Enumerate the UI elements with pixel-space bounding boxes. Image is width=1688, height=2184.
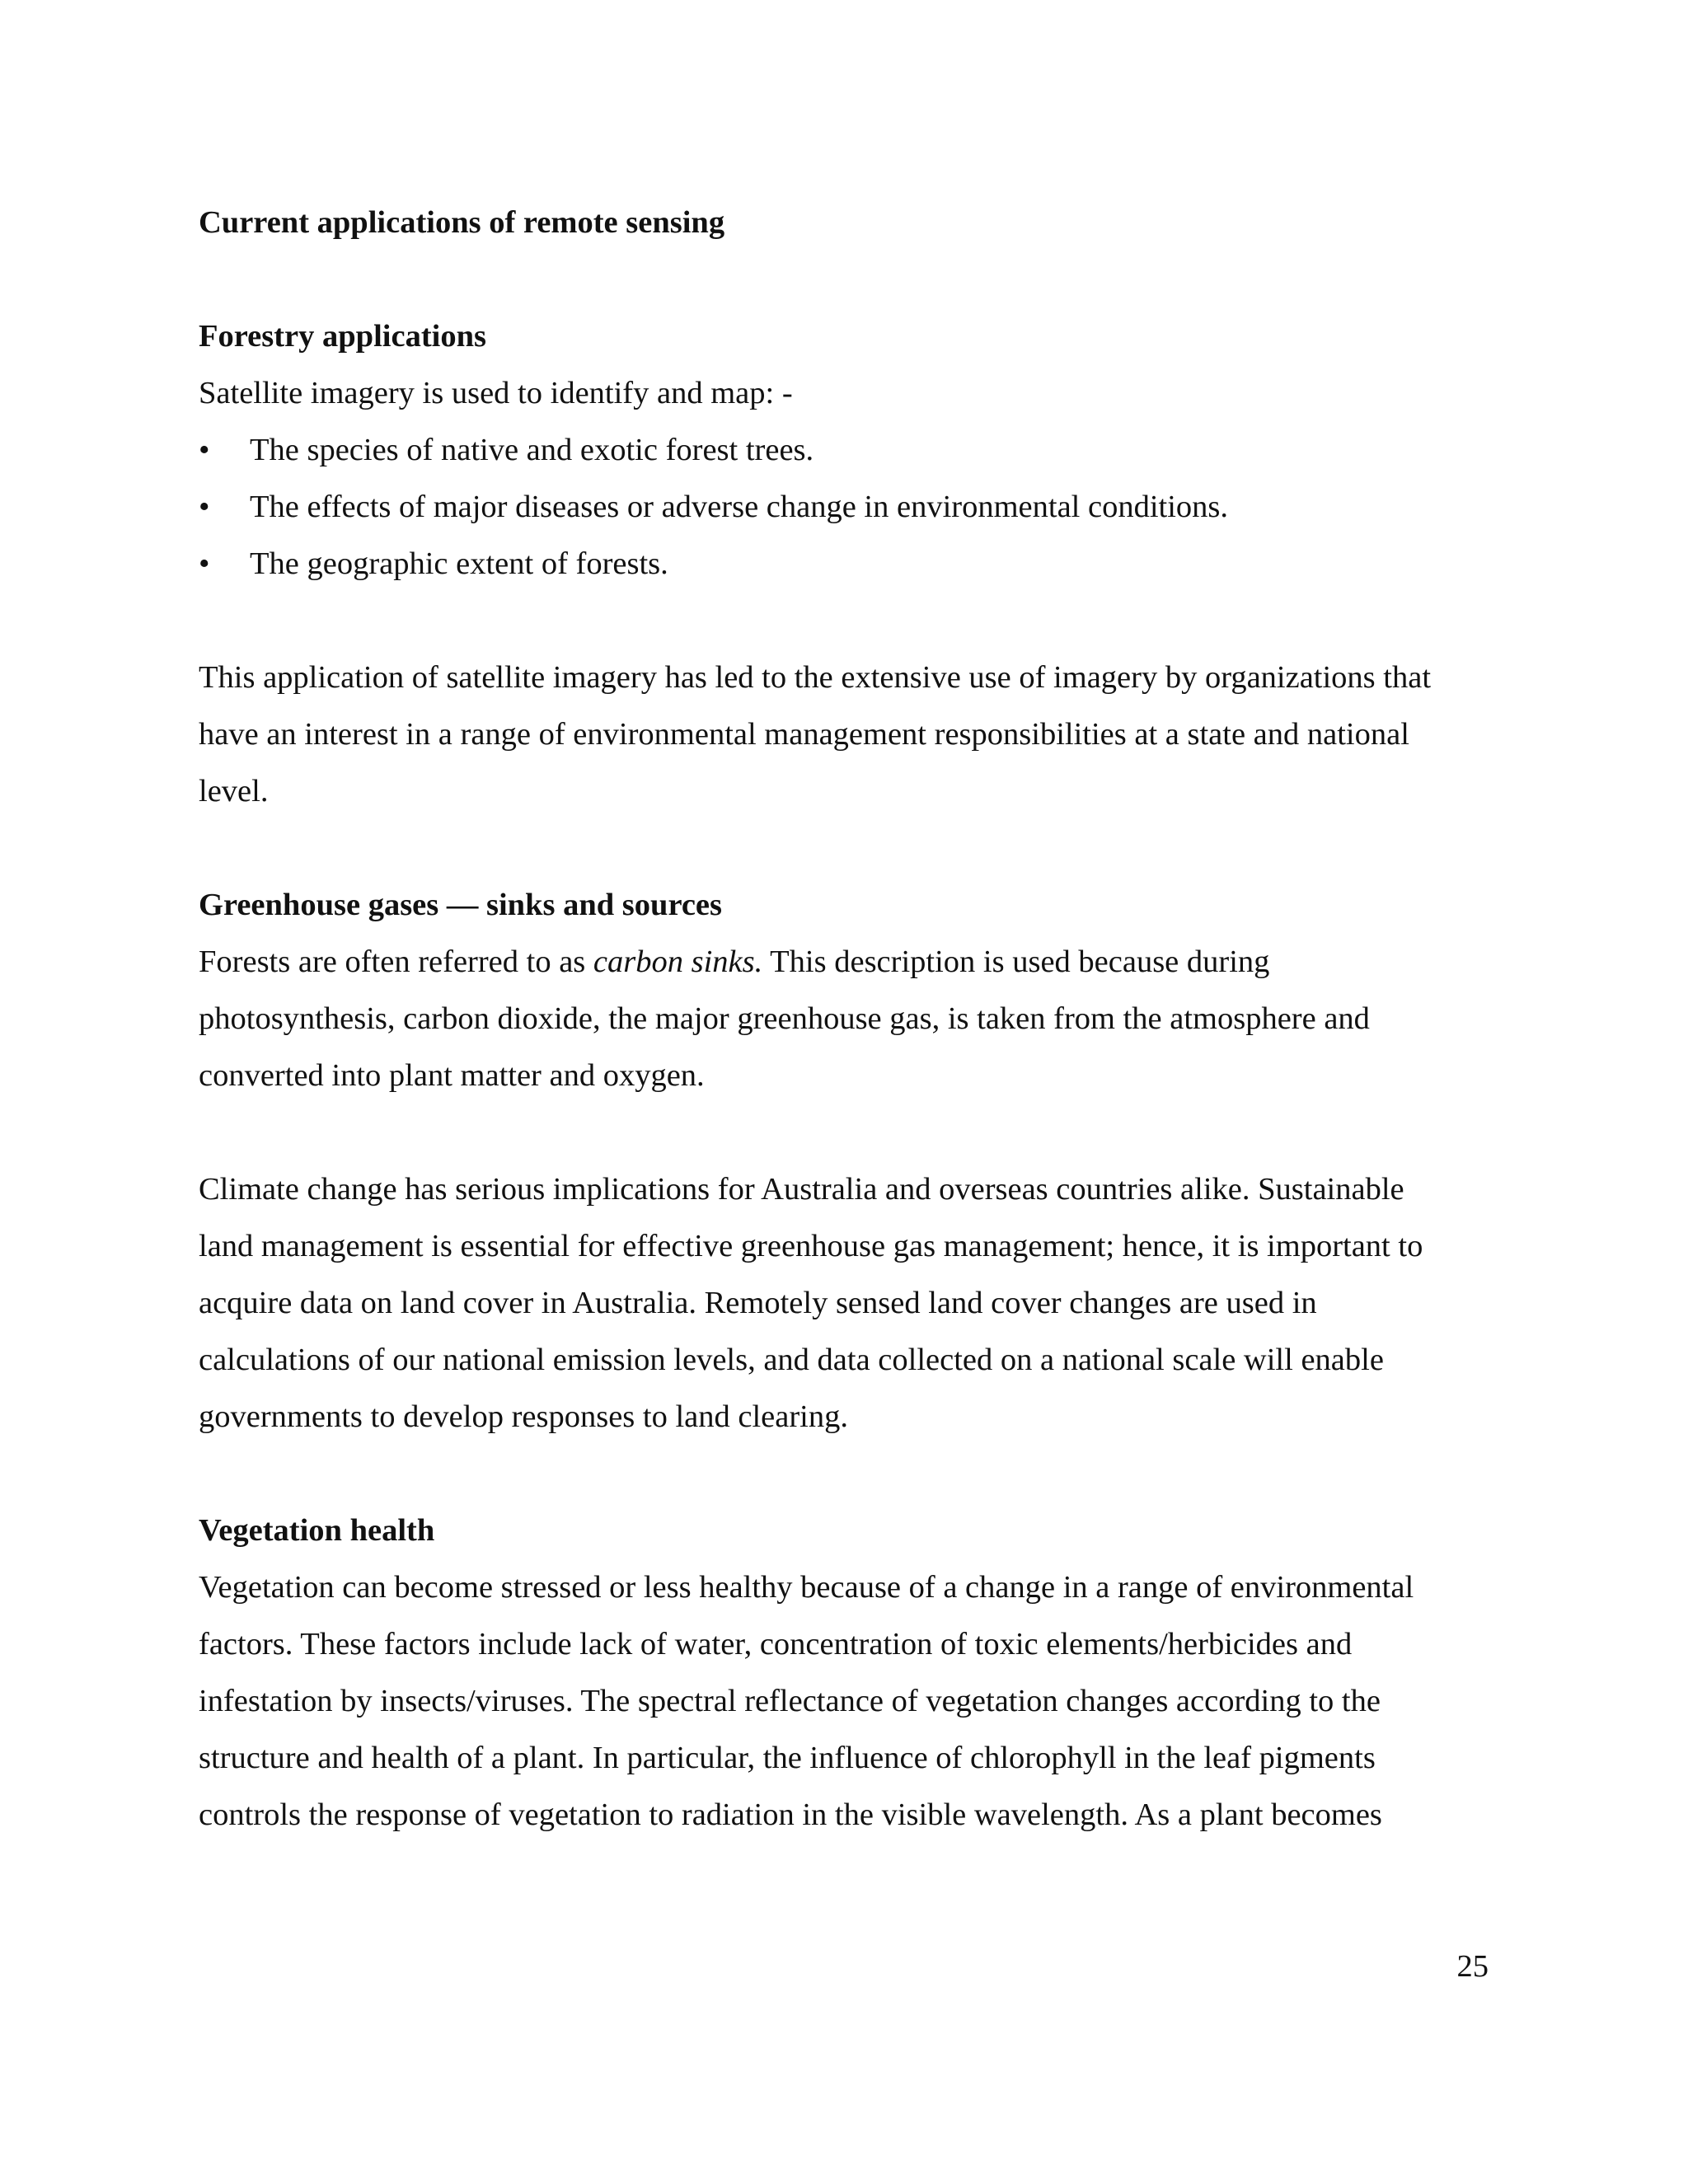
- forestry-paragraph: [199, 649, 1517, 820]
- text-run: This description is used because during: [762, 944, 1270, 979]
- bullet-icon: •: [199, 433, 210, 467]
- spacer: [199, 820, 1517, 877]
- greenhouse-paragraph-2: [199, 1161, 1517, 1446]
- paragraph-line: structure and health of a plant. In particular, the influence of chlorophyll in the leaf pigments: [199, 1741, 1376, 1775]
- spacer: [199, 1446, 1517, 1502]
- text-run: Forests are often referred to as: [199, 944, 593, 979]
- bullet-text: The species of native and exotic forest trees.: [250, 433, 814, 467]
- paragraph-line: governments to develop responses to land clearing.: [199, 1399, 848, 1434]
- paragraph-line: land management is essential for effective greenhouse gas management; hence, it is important to: [199, 1229, 1423, 1263]
- section-heading-forestry: Forestry applications: [199, 319, 486, 354]
- paragraph-line: converted into plant matter and oxygen.: [199, 1058, 705, 1093]
- bullet-text: The effects of major diseases or adverse change in environmental conditions.: [250, 490, 1229, 524]
- paragraph-line: level.: [199, 774, 269, 808]
- spacer: [199, 251, 1517, 308]
- paragraph-line: acquire data on land cover in Australia. Remotely sensed land cover changes are used in: [199, 1286, 1317, 1320]
- paragraph-line: calculations of our national emission levels, and data collected on a national scale will enable: [199, 1343, 1384, 1377]
- italic-term: carbon sinks.: [593, 944, 763, 979]
- page-title: Current applications of remote sensing: [199, 205, 725, 240]
- section-heading-vegetation: Vegetation health: [199, 1513, 435, 1548]
- section-heading-greenhouse: Greenhouse gases — sinks and sources: [199, 888, 723, 922]
- paragraph-line: Vegetation can become stressed or less healthy because of a change in a range of environmental: [199, 1570, 1414, 1605]
- greenhouse-paragraph-1: [199, 934, 1517, 1104]
- document-page: [199, 194, 1517, 1844]
- paragraph-line: controls the response of vegetation to radiation in the visible wavelength. As a plant becomes: [199, 1797, 1382, 1832]
- page-number: 25: [1456, 1949, 1489, 1984]
- paragraph-line: Climate change has serious implications for Australia and overseas countries alike. Sustainable: [199, 1172, 1404, 1207]
- vegetation-paragraph: [199, 1559, 1517, 1844]
- paragraph-line: photosynthesis, carbon dioxide, the major greenhouse gas, is taken from the atmosphere and: [199, 1001, 1370, 1036]
- paragraph-line: factors. These factors include lack of water, concentration of toxic elements/herbicides and: [199, 1627, 1353, 1661]
- bullet-text: The geographic extent of forests.: [250, 546, 668, 581]
- spacer: [199, 593, 1517, 649]
- paragraph-line: [199, 934, 1517, 991]
- paragraph-line: infestation by insects/viruses. The spectral reflectance of vegetation changes according to the: [199, 1684, 1381, 1718]
- bullet-item: [199, 536, 1517, 593]
- paragraph-line: have an interest in a range of environmental management responsibilities at a state and national: [199, 717, 1409, 752]
- forestry-intro: Satellite imagery is used to identify and map: -: [199, 376, 793, 410]
- bullet-item: [199, 422, 1517, 479]
- bullet-item: [199, 479, 1517, 536]
- bullet-icon: •: [199, 490, 210, 524]
- spacer: [199, 1104, 1517, 1161]
- bullet-icon: •: [199, 546, 210, 581]
- paragraph-line: This application of satellite imagery has led to the extensive use of imagery by organizations that: [199, 660, 1432, 695]
